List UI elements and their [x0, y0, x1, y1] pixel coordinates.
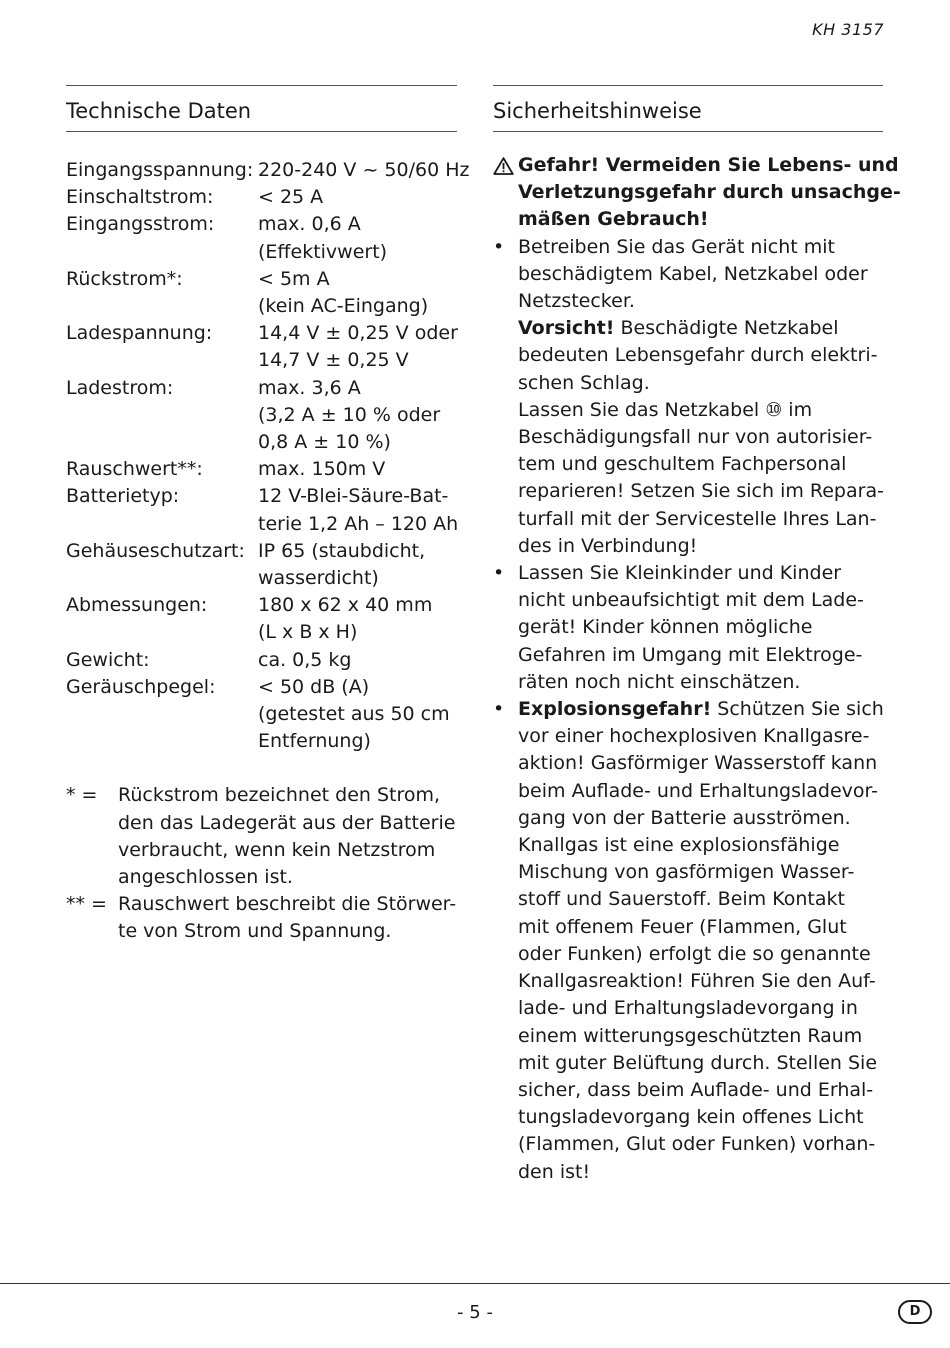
list-item-text	[518, 234, 884, 560]
warning-triangle-icon	[493, 152, 518, 234]
text-line: (getestet aus 50 cm	[258, 703, 450, 726]
spec-value	[258, 157, 469, 184]
text-line: oder Funken) erfolgt die so genannte	[518, 942, 871, 965]
text-line: ca. 0,5 kg	[258, 648, 352, 671]
text-line: mit guter Belüftung durch. Stellen Sie	[518, 1051, 878, 1074]
spec-row	[66, 456, 457, 483]
spec-row	[66, 184, 457, 211]
text-line: (Flammen, Glut oder Funken) vorhan-	[518, 1133, 876, 1156]
spec-label: Einschaltstrom:	[66, 186, 214, 209]
spec-label: Ladespannung:	[66, 322, 213, 345]
text-line: max. 150m V	[258, 458, 386, 481]
spec-label: Gehäuseschutzart:	[66, 539, 245, 562]
text-line: Lassen Sie das Netzkabel ⑩ im	[518, 398, 813, 421]
spec-row	[66, 157, 470, 184]
text-line: Rückstrom bezeichnet den Strom,	[118, 784, 441, 807]
spec-label: Geräuschpegel:	[66, 675, 216, 698]
text-line: bedeuten Lebensgefahr durch elektri-	[518, 344, 878, 367]
text-line: vor einer hochexplosiven Knallgasre-	[518, 725, 870, 748]
danger-warning-text	[518, 152, 901, 234]
spec-value	[258, 266, 457, 320]
text-line: beschädigtem Kabel, Netzkabel oder	[518, 262, 868, 285]
text-line: 220-240 V ~ 50/60 Hz	[258, 159, 470, 181]
text-line: tungsladevorgang kein offenes Licht	[518, 1106, 864, 1129]
spec-row	[66, 647, 457, 674]
text-line: Netzstecker.	[518, 290, 635, 313]
text-line: (kein AC-Eingang)	[258, 295, 429, 318]
spec-value	[258, 483, 458, 537]
safety-content	[493, 152, 901, 1186]
list-item-text	[518, 560, 864, 696]
text-line: mäßen Gebrauch!	[518, 208, 709, 231]
text-line: Knallgas ist eine explosionsfähige	[518, 834, 840, 857]
spec-row	[66, 375, 457, 457]
text-line: schen Schlag.	[518, 371, 650, 394]
text-line: 12 V-Blei-Säure-Bat-	[258, 485, 449, 508]
spec-value	[258, 211, 457, 265]
text-line: Entfernung)	[258, 730, 371, 753]
text-line: max. 0,6 A	[258, 213, 361, 236]
text-line: aktion! Gasförmiger Wasserstoff kann	[518, 752, 878, 775]
text-line: mit offenem Feuer (Flammen, Glut	[518, 915, 847, 938]
explosion-first-line	[518, 696, 884, 723]
spec-value	[258, 320, 458, 374]
caution-label: Vorsicht!	[518, 317, 615, 340]
spec-row	[66, 211, 457, 265]
spec-value	[258, 674, 457, 756]
text-line: Beschädigungsfall nur von autorisier-	[518, 426, 873, 449]
spec-label: Rückstrom*:	[66, 267, 183, 290]
text-line: Mischung von gasförmigen Wasser-	[518, 861, 855, 884]
spec-value	[258, 456, 457, 483]
footnotes	[66, 782, 457, 945]
spec-value	[258, 538, 457, 592]
text-line: tem und geschultem Fachpersonal	[518, 453, 847, 476]
spec-label: Ladestrom:	[66, 376, 174, 399]
list-item-children	[493, 560, 883, 696]
section-rule-bottom	[66, 131, 457, 132]
text-line: (Effektivwert)	[258, 240, 388, 263]
text-line: te von Strom und Spannung.	[118, 920, 392, 943]
text-line: den das Ladegerät aus der Batterie	[118, 811, 456, 834]
bullet: •	[493, 562, 505, 585]
footnote-text	[118, 782, 457, 891]
text-line: gerät! Kinder können mögliche	[518, 616, 813, 639]
text-line: verbraucht, wenn kein Netzstrom	[118, 838, 436, 861]
text-line: den ist!	[518, 1160, 591, 1183]
footnote	[66, 782, 457, 891]
text-line: wasserdicht)	[258, 567, 379, 590]
text-line: Gefahr! Vermeiden Sie Lebens- und	[518, 154, 899, 176]
explosion-label: Explosionsgefahr!	[518, 698, 712, 721]
language-badge: D	[898, 1300, 932, 1324]
text-line: (3,2 A ± 10 % oder	[258, 403, 441, 426]
explosion-text: Schützen Sie sich	[711, 698, 884, 721]
spec-label: Eingangsspannung:	[66, 159, 254, 181]
text-line: gang von der Batterie ausströmen.	[518, 806, 851, 829]
spec-label: Rauschwert**:	[66, 458, 203, 481]
list-item-explosion	[493, 696, 883, 1186]
footer-rule	[0, 1283, 950, 1284]
list-item-damaged-cable	[493, 234, 883, 560]
safety-column	[493, 85, 901, 1186]
section-rule-bottom	[493, 131, 883, 132]
spec-row	[66, 266, 457, 320]
caution-text: Beschädigte Netzkabel	[614, 317, 839, 340]
footnote-mark: ** =	[66, 893, 107, 916]
technical-data-column	[66, 85, 470, 946]
text-line: IP 65 (staubdicht,	[258, 539, 426, 562]
text-line: Betreiben Sie das Gerät nicht mit	[518, 235, 835, 258]
text-line: < 50 dB (A)	[258, 675, 370, 698]
text-line: Gefahren im Umgang mit Elektroge-	[518, 643, 863, 666]
text-line: stoff und Sauerstoff. Beim Kontakt	[518, 888, 845, 911]
text-line: nicht unbeaufsichtigt mit dem Lade-	[518, 589, 864, 612]
spec-value	[258, 592, 457, 646]
spec-row	[66, 320, 457, 374]
page-number: - 5 -	[457, 1302, 493, 1323]
text-line: turfall mit der Servicestelle Ihres Lan-	[518, 507, 877, 530]
text-line: sicher, dass beim Auflade- und Erhal-	[518, 1078, 874, 1101]
text-line: lade- und Erhaltungsladevorgang in	[518, 997, 858, 1020]
text-line: < 5m A	[258, 267, 330, 290]
spec-value	[258, 375, 457, 457]
technical-data-heading: Technische Daten	[66, 99, 252, 123]
text-line: 14,4 V ± 0,25 V oder	[258, 322, 458, 345]
spec-label: Gewicht:	[66, 648, 150, 671]
text-line: des in Verbindung!	[518, 534, 698, 557]
spec-value	[258, 184, 457, 211]
spec-row	[66, 674, 457, 756]
footnote	[66, 891, 457, 945]
text-line: angeschlossen ist.	[118, 866, 293, 889]
spec-row	[66, 592, 457, 646]
text-line: max. 3,6 A	[258, 376, 361, 399]
text-line: < 25 A	[258, 186, 324, 209]
caution-line	[518, 315, 884, 342]
spec-table	[66, 157, 470, 755]
bullet: •	[493, 698, 505, 721]
text-line: beim Auflade- und Erhaltungsladevor-	[518, 779, 878, 802]
safety-heading: Sicherheitshinweise	[493, 99, 702, 123]
text-line: räten noch nicht einschätzen.	[518, 670, 801, 693]
spec-row	[66, 483, 457, 537]
text-line: 0,8 A ± 10 %)	[258, 431, 391, 454]
text-line: terie 1,2 Ah – 120 Ah	[258, 512, 459, 535]
spec-label: Eingangsstrom:	[66, 213, 215, 236]
spec-row	[66, 538, 457, 592]
text-line: einem witterungsgeschützten Raum	[518, 1024, 863, 1047]
text-line: 180 x 62 x 40 mm	[258, 594, 433, 617]
text-line: Verletzungsgefahr durch unsachge-	[518, 181, 901, 204]
spec-value	[258, 647, 457, 674]
footnote-mark: * =	[66, 784, 98, 807]
text-line: Knallgasreaktion! Führen Sie den Auf-	[518, 970, 876, 993]
spec-label: Batterietyp:	[66, 485, 180, 508]
list-item-text	[518, 696, 884, 1186]
text-line: Lassen Sie Kleinkinder und Kinder	[518, 562, 842, 585]
footnote-text	[118, 891, 457, 945]
spec-label: Abmessungen:	[66, 594, 208, 617]
text-line: 14,7 V ± 0,25 V	[258, 349, 409, 372]
text-line: (L x B x H)	[258, 621, 358, 644]
text-line: Rauschwert beschreibt die Störwer-	[118, 893, 457, 916]
bullet: •	[493, 235, 505, 258]
model-number: KH 3157	[812, 20, 884, 39]
danger-warning	[493, 152, 901, 234]
text-line: reparieren! Setzen Sie sich im Repara-	[518, 480, 884, 503]
